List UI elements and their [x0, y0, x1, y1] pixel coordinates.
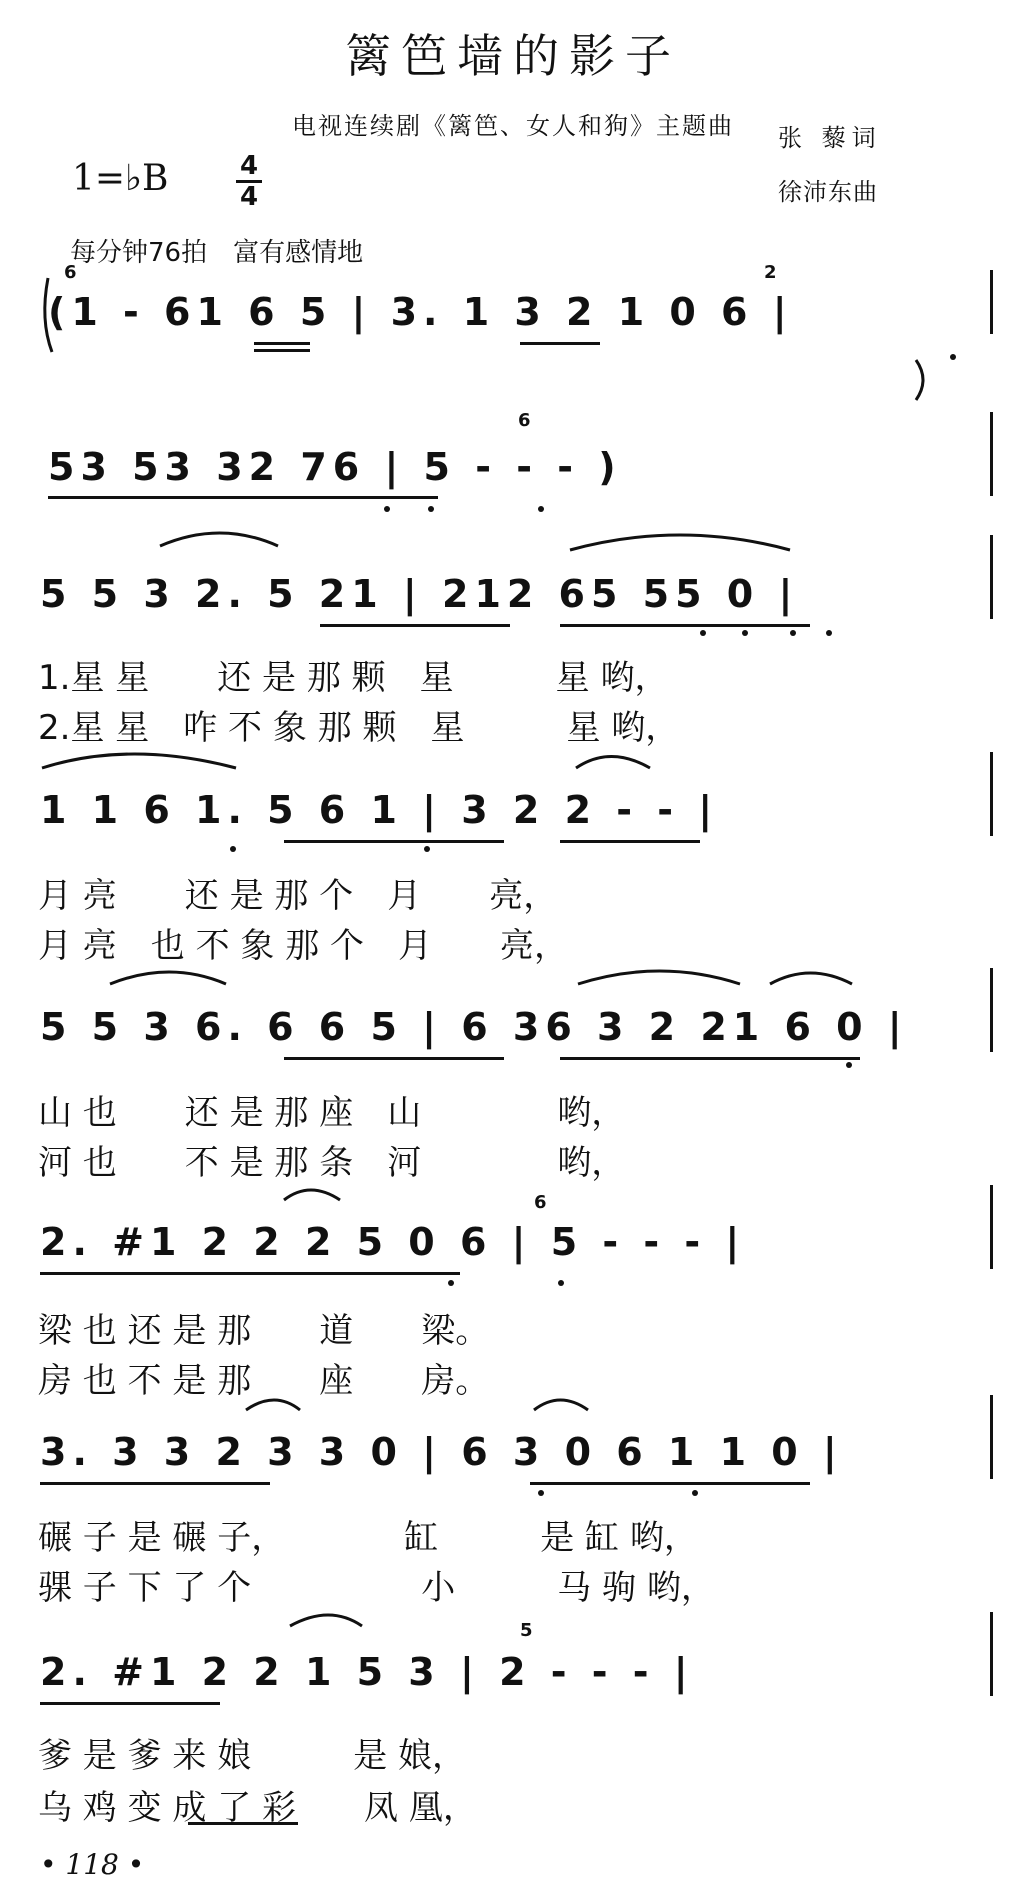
lyric-verse-1: 1.星 星 还 是 那 颗 星 星 哟， [38, 658, 669, 698]
slur [160, 533, 278, 546]
grace-note: 6 [64, 262, 77, 283]
lyric-verse-1: 爹 是 爹 来 娘 是 娘， [38, 1736, 467, 1776]
lyric-verse-2: 乌 鸡 变 成 了 彩 凤 凰， [38, 1788, 477, 1828]
composer-credit: 徐沛东曲 [778, 178, 878, 206]
slur [42, 754, 236, 768]
song-title: 篱笆墙的影子 [345, 29, 681, 83]
song-subtitle: 电视连续剧《篱笆、女人和狗》主题曲 [292, 112, 734, 140]
lyric-verse-2: 房 也 不 是 那 座 房。 [38, 1361, 490, 1401]
notation-row-3: 5 5 3 2. 5 21 | 212 65 55 0 | [40, 572, 799, 616]
grace-note: 6 [518, 410, 531, 431]
lyric-verse-1: 山 也 还 是 那 座 山 哟， [38, 1093, 626, 1133]
grace-note: 6 [534, 1192, 547, 1213]
notation-row-5: 5 5 3 6. 6 6 5 | 6 36 3 2 21 6 0 | [40, 1005, 908, 1049]
grace-note: 2 [764, 262, 777, 283]
slur [576, 757, 650, 769]
notation-row-8: 2. #1 2 2 1 5 3 | 2 - - - | [40, 1650, 694, 1694]
notation-row-2: 53 53 32 76 | 5 - - - ) [48, 445, 622, 489]
slur [578, 971, 740, 984]
notation-row-4: 1 1 6 1. 5 6 1 | 3 2 2 - - | [40, 788, 719, 832]
lyricist-credit: 张 藜词 [778, 124, 882, 152]
key-signature: 1=♭B [72, 158, 169, 199]
lyric-verse-2: 河 也 不 是 那 条 河 哟， [38, 1143, 626, 1183]
lyric-verse-1: 月 亮 还 是 那 个 月 亮， [38, 876, 558, 916]
slur [770, 973, 852, 984]
notation-row-6: 2. #1 2 2 2 5 0 6 | 5 - - - | [40, 1220, 746, 1264]
time-signature-top: 4 [239, 151, 259, 181]
time-signature-bottom: 4 [239, 182, 259, 212]
page-number: • 118 • [40, 1848, 145, 1881]
lyric-verse-2: 2.星 星 咋 不 象 那 颗 星 星 哟， [38, 708, 680, 748]
lyric-verse-2: 月 亮 也 不 象 那 个 月 亮， [38, 926, 569, 966]
notation-row-7: 3. 3 3 2 3 3 0 | 6 3 0 6 1 1 0 | [40, 1430, 843, 1474]
slur [45, 278, 52, 352]
lyric-verse-2: 骒 子 下 了 个 小 马 驹 哟， [38, 1568, 715, 1608]
slur [110, 972, 226, 984]
notation-row-1: (1 - 61 6 5 | 3. 1 3 2 1 0 6 | [48, 290, 793, 334]
tempo-marking: 每分钟76拍 富有感情地 [70, 238, 364, 268]
slur [916, 360, 923, 400]
slur [534, 1400, 588, 1410]
lyric-verse-1: 梁 也 还 是 那 道 梁。 [38, 1311, 490, 1351]
slur [284, 1190, 340, 1200]
slur [290, 1615, 362, 1626]
lyric-verse-1: 碾 子 是 碾 子， 缸 是 缸 哟， [38, 1518, 698, 1558]
slur [570, 535, 790, 550]
slur [246, 1400, 300, 1410]
grace-note: 5 [520, 1620, 533, 1641]
